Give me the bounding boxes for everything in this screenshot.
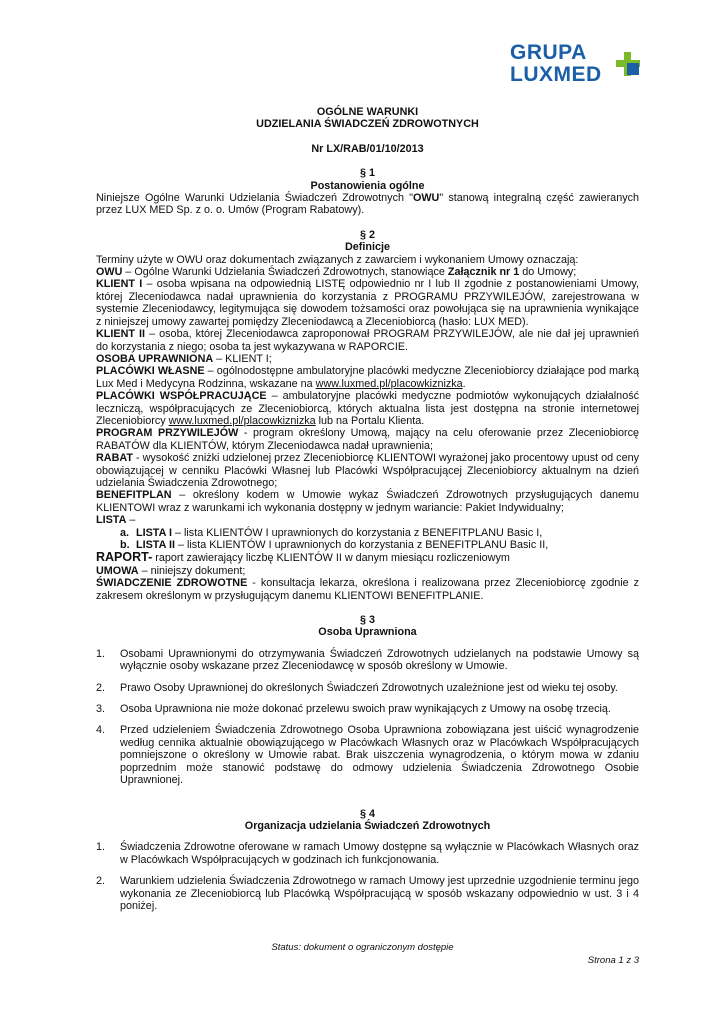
def-raport: RAPORT- raport zawierający liczbę KLIENTÓW II w danym miesiącu rozliczeniowym — [96, 550, 510, 565]
list-item: 2. Warunkiem udzielenia Świadczenia Zdrowotnego w ramach Umowy jest uprzednie uzgodnienie terminu jego wykonania ze Zleceniobiorcą lub Placówką Współpracującą w sposób wskazany odpowiednio w ust. 3 i 4 poniżej. — [96, 875, 639, 912]
placowki-wsp-link[interactable]: www.luxmed.pl/placowkiznizka — [168, 414, 316, 427]
def-lista-a: a. LISTA I – lista KLIENTÓW I uprawnionych do korzystania z BENEFITPLANU Basic I, — [120, 526, 543, 539]
def-placowki-wspolpracujace: PLACÓWKI WSPÓŁPRACUJĄCE – ambulatoryjne placówki medyczne podmiotów wykonujących działalność leczniczą, współpracujących ze Zleceniobiorcą, których aktualna lista jest dostępna na stronie internetowej Zleceniobiorcy www.luxmed.pl/placowkiznizka lub na Portalu Klienta. — [96, 390, 639, 427]
def-swiadczenie-zdrowotne: ŚWIADCZENIE ZDROWOTNE - konsultacja lekarza, określona i realizowana przez Zleceniobiorcę zgodnie z zakresem określonym w przysługującym danemu KLIENTOWI BENEFITPLANIE. — [96, 577, 639, 602]
def-placowki-wlasne: PLACÓWKI WŁASNE – ogólnodostępne ambulatoryjne placówki medyczne Zleceniobiorcy działające pod marką Lux Med i Medycyna Rodzinna, wskazane na www.luxmed.pl/placowkiznizka. — [96, 365, 640, 390]
def-osoba-uprawniona: OSOBA UPRAWNIONA – KLIENT I; — [96, 352, 272, 365]
page-number: Strona 1 z 3 — [587, 955, 639, 966]
list-item: 2. Prawo Osoby Uprawnionej do określonych Świadczeń Zdrowotnych uzależnione jest od wieku tej osoby. — [96, 681, 618, 694]
def-rabat: RABAT - wysokość zniżki udzielonej przez Zleceniobiorcę KLIENTOWI wyrażonej jako procentowy upust od ceny obowiązującej w cenniku Placówki Własnej lub Placówki Współpracującej Zleceniobiorcy aktualnym na dzień udzielania Świadczenia Zdrowotnego; — [96, 452, 639, 489]
section-3-heading: Osoba Uprawniona — [318, 626, 417, 639]
section-2-sign: § 2 — [359, 228, 375, 241]
list-item: 1. Osobami Uprawnionymi do otrzymywania Świadczeń Zdrowotnych udzielanych na podstawie Umowy są wyłącznie osoby wskazane przez Zleceniodawcę w sposób określony w Umowie. — [96, 647, 639, 673]
doc-title-2: UDZIELANIA ŚWIADCZEŃ ZDROWOTNYCH — [256, 118, 479, 131]
def-owu: OWU – Ogólne Warunki Udzielania Świadczeń Zdrowotnych, stanowiące Załącznik nr 1 do Umowy; — [96, 266, 577, 279]
logo-line1: GRUPA — [510, 41, 587, 64]
placowki-link[interactable]: www.luxmed.pl/placowkiznizka — [315, 377, 463, 390]
doc-title-1: OGÓLNE WARUNKI — [316, 106, 419, 118]
section-2-heading: Definicje — [344, 241, 390, 254]
section-3-sign: § 3 — [359, 614, 375, 627]
list-item: 1. Świadczenia Zdrowotne oferowane w ramach Umowy dostępne są wyłącznie w Placówkach Własnych oraz w Placówkach Współpracujących w godzinach ich funkcjonowania. — [96, 841, 639, 866]
section-4-heading: Organizacja udzielania Świadczeń Zdrowotnych — [244, 819, 491, 832]
doc-number: Nr LX/RAB/01/10/2013 — [311, 142, 424, 155]
section-3-list — [96, 648, 639, 787]
logo-line2: LUXMED — [510, 63, 602, 86]
def-program-przywilejow: PROGRAM PRZYWILEJÓW - program określony Umową, mający na celu oferowanie przez Zleceniobiorcę RABATÓW dla KLIENTÓW, którym Zleceniodawca nadał uprawnienia; — [96, 427, 639, 452]
logo-cross-icon — [614, 50, 642, 78]
list-item: 3. Osoba Uprawniona nie może dokonać przelewu swoich praw wynikających z Umowy na osobę trzecią. — [96, 703, 611, 716]
def-lista-b: b. LISTA II – lista KLIENTÓW I uprawnionych do korzystania z BENEFITPLANU Basic II, — [120, 539, 549, 551]
list-item: 4. Przed udzieleniem Świadczenia Zdrowotnego Osoba Uprawniona zobowiązana jest uiścić wynagrodzenie według cennika aktualnie obowiązującego w Placówkach Własnych oraz w Placówkach Współpracujących pomniejszone o określony w Umowie rabat. Brak uiszczenia wynagrodzenia, o którym mowa w zdaniu poprzednim może stanowić podstawę do odmowy udzielenia Świadczenia Zdrowotnego Osobie Uprawnionej. — [96, 724, 639, 787]
def-umowa: UMOWA – niniejszy dokument; — [96, 564, 246, 577]
document-body — [96, 106, 639, 921]
def-klient-2: KLIENT II – osoba, której Zleceniodawca zaproponował PROGRAM PRZYWILEJÓW, ale nie dał jej uprawnień do korzystania z niego; osoba ta jest wykazywana w RAPORCIE. — [96, 328, 639, 353]
section-1-sign: § 1 — [359, 167, 375, 180]
section-1-text: Niniejsze Ogólne Warunki Udzielania Świadczeń Zdrowotnych "OWU" stanową integralną część zawieranych przez LUX MED Sp. z o. o. Umów (Program Rabatowy). — [96, 192, 639, 217]
section-1-heading: Postanowienia ogólne — [310, 179, 425, 192]
definitions-intro: Terminy użyte w OWU oraz dokumentach związanych z zawarciem i wykonaniem Umowy oznaczają: — [96, 253, 579, 266]
def-lista: LISTA – — [96, 514, 136, 527]
def-klient-1: KLIENT I – osoba wpisana na odpowiednią LISTĘ odpowiednio nr I lub II zgodnie z postanowieniami Umowy, której Zleceniodawca nadał uprawnienia do korzystania z PROGRAMU PRZYWILEJÓW, zarejestrowana w systemie Zleceniodawcy, legitymująca się dowodem tożsamości oraz powołująca się na uprawnienia wynikające z niniejszej umowy zawartej pomiędzy Zleceniodawcą a Zleceniobiorcą (hasło: LUX MED). — [96, 278, 639, 328]
section-4-list — [96, 841, 639, 912]
def-benefitplan: BENEFITPLAN – określony kodem w Umowie wykaz Świadczeń Zdrowotnych przysługujących danemu KLIENTOWI wraz z warunkami ich wykonania dostępny w jednym wariancie: Pakiet Indywidualny; — [96, 489, 639, 514]
footer-status: Status: dokument o ograniczonym dostępie — [271, 942, 454, 953]
luxmed-logo — [510, 42, 640, 94]
section-4-sign: § 4 — [359, 807, 375, 820]
